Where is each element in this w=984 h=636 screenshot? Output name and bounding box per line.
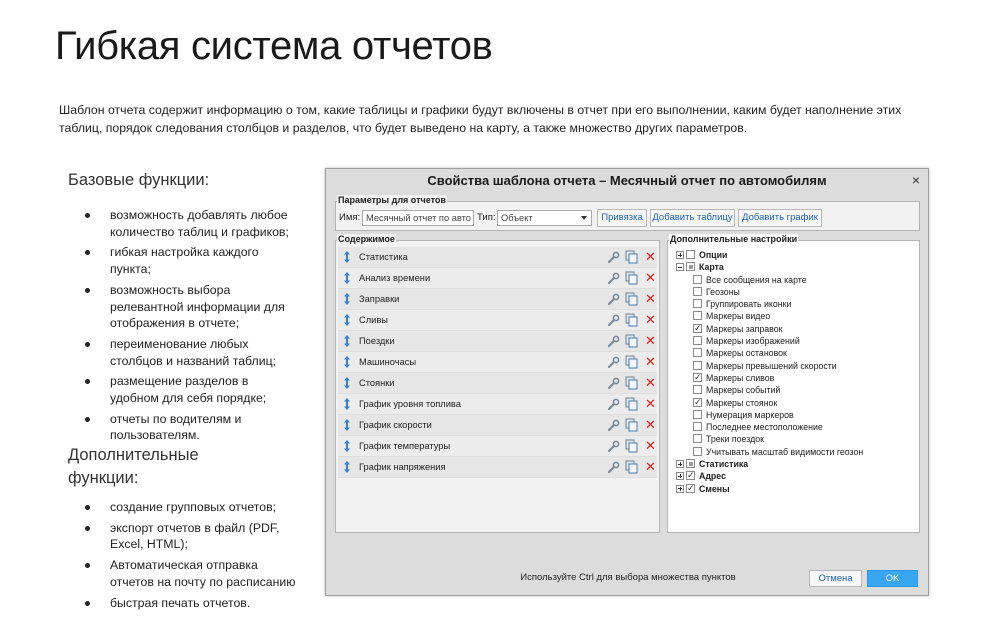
tree-node[interactable] [676, 446, 917, 458]
tree-node-label: Маркеры сливов [706, 372, 775, 383]
tree-node-label: Карта [699, 262, 724, 273]
content-row[interactable] [338, 373, 657, 394]
tree-checkbox[interactable] [693, 311, 702, 320]
tree-node-label: Маркеры видео [706, 311, 771, 322]
expand-icon[interactable] [676, 251, 684, 259]
cancel-button[interactable]: Отмена [809, 570, 862, 587]
content-group [335, 234, 660, 533]
drag-handle-icon[interactable] [342, 439, 352, 453]
hint-text: Используйте Ctrl для выбора множества пунктов [520, 572, 736, 583]
content-row-label: Машиночасы [359, 357, 417, 367]
add-chart-button[interactable]: Добавить график [738, 209, 822, 227]
content-row-label: Сливы [359, 315, 388, 325]
tree-node[interactable] [676, 470, 917, 482]
copy-icon[interactable] [625, 439, 638, 453]
type-label: Тип: [477, 212, 496, 223]
tree-checkbox[interactable] [693, 434, 702, 443]
copy-icon[interactable] [625, 460, 638, 474]
tree-node[interactable] [676, 249, 917, 261]
content-row[interactable] [338, 352, 657, 373]
tree-node[interactable] [676, 335, 917, 347]
wrench-icon[interactable] [607, 356, 620, 369]
basic-functions-list [84, 207, 299, 448]
delete-icon[interactable]: ✕ [645, 333, 656, 348]
drag-handle-icon[interactable] [342, 271, 352, 285]
content-row-label: Поездки [359, 336, 395, 346]
copy-icon[interactable] [625, 250, 638, 264]
tree-node-label: Последнее местоположение [706, 422, 823, 433]
wrench-icon[interactable] [607, 419, 620, 432]
content-row[interactable] [338, 436, 657, 457]
content-row-label: График скорости [359, 420, 432, 430]
list-item: размещение разделов в удобном для себя порядке; [84, 373, 299, 406]
delete-icon[interactable]: ✕ [645, 354, 656, 369]
tree-node-label: Маркеры заправок [706, 323, 783, 334]
content-row[interactable] [338, 310, 657, 331]
list-item: возможность добавлять любое количество таблиц и графиков; [84, 207, 299, 240]
delete-icon[interactable]: ✕ [645, 291, 656, 306]
extra-settings-tree [676, 249, 917, 495]
tree-node-label: Учитывать масштаб видимости геозон [706, 446, 864, 457]
tree-checkbox[interactable] [693, 287, 702, 296]
delete-icon[interactable]: ✕ [645, 375, 656, 390]
tree-node-label: Маркеры остановок [706, 348, 787, 359]
tree-checkbox[interactable] [693, 422, 702, 431]
params-group-label: Параметры для отчетов [338, 195, 446, 205]
basic-functions-title: Базовые функции: [68, 171, 210, 189]
name-input[interactable]: Месячный отчет по авто [362, 210, 474, 226]
list-item: создание групповых отчетов; [84, 499, 304, 516]
ok-button[interactable]: OK [867, 570, 918, 587]
content-row-label: Заправки [359, 294, 400, 304]
report-params-group [335, 195, 920, 231]
content-rows [338, 247, 657, 478]
page-title: Гибкая система отчетов [55, 24, 493, 68]
tree-checkbox[interactable] [686, 262, 695, 271]
content-row[interactable] [338, 331, 657, 352]
copy-icon[interactable] [625, 376, 638, 390]
intro-text: Шаблон отчета содержит информацию о том, какие таблицы и графики будут включены в отчет при его выполнении, каким будет наполнение этих таблиц, порядок следования столбцов и разделов, что будет выведено на карту, а также множество других параметров. [59, 103, 902, 135]
name-label: Имя: [339, 212, 361, 223]
expand-icon[interactable] [676, 460, 684, 468]
drag-handle-icon[interactable] [342, 460, 352, 474]
drag-handle-icon[interactable] [342, 376, 352, 390]
content-group-label: Содержимое [338, 234, 395, 244]
wrench-icon[interactable] [607, 440, 620, 453]
expand-icon[interactable] [676, 485, 684, 493]
tree-node-label: Геозоны [706, 286, 740, 297]
tree-node[interactable] [676, 286, 917, 298]
tree-node[interactable] [676, 421, 917, 433]
tree-checkbox[interactable] [693, 361, 702, 370]
tree-checkbox[interactable] [686, 459, 695, 468]
delete-icon[interactable]: ✕ [645, 312, 656, 327]
wrench-icon[interactable] [607, 293, 620, 306]
tree-node-label: Адрес [699, 471, 726, 482]
delete-icon[interactable]: ✕ [645, 438, 656, 453]
content-row[interactable] [338, 289, 657, 310]
report-template-dialog [325, 168, 929, 596]
tree-node[interactable] [676, 483, 917, 495]
list-item: экспорт отчетов в файл (PDF, Excel, HTML); [84, 520, 304, 553]
tree-node[interactable] [676, 458, 917, 470]
tree-checkbox[interactable] [693, 447, 702, 456]
type-select-value: Объект [501, 213, 533, 223]
dialog-title: Свойства шаблона отчета – Месячный отчет по автомобилям [427, 173, 827, 188]
delete-icon[interactable]: ✕ [645, 249, 656, 264]
drag-handle-icon[interactable] [342, 355, 352, 369]
tree-node-label: Опции [699, 250, 728, 260]
copy-icon[interactable] [625, 397, 638, 411]
tree-checkbox[interactable] [693, 410, 702, 419]
tree-node-label: Статистика [699, 459, 749, 470]
expand-icon[interactable] [676, 472, 684, 480]
wrench-icon[interactable] [607, 461, 620, 474]
bind-button[interactable]: Привязка [597, 209, 647, 227]
tree-checkbox[interactable] [693, 275, 702, 284]
content-row-label: График температуры [359, 441, 451, 451]
drag-handle-icon[interactable] [342, 334, 352, 348]
tree-checkbox[interactable] [693, 373, 702, 382]
content-row-label: Стоянки [359, 378, 395, 388]
tree-node-label: Маркеры изображений [706, 336, 800, 347]
content-row[interactable] [338, 415, 657, 436]
delete-icon[interactable]: ✕ [645, 396, 656, 411]
tree-node-label: Смены [699, 483, 730, 494]
copy-icon[interactable] [625, 355, 638, 369]
tree-node-label: Маркеры стоянок [706, 397, 778, 408]
wrench-icon[interactable] [607, 377, 620, 390]
content-row[interactable] [338, 247, 657, 268]
wrench-icon[interactable] [607, 398, 620, 411]
tree-node[interactable] [676, 310, 917, 322]
list-item: Автоматическая отправка отчетов на почту по расписанию [84, 557, 304, 590]
tree-node[interactable] [676, 261, 917, 273]
extra-settings-label: Дополнительные настройки [670, 234, 798, 244]
tree-node-label: Нумерация маркеров [706, 409, 794, 420]
content-row-label: График напряжения [359, 462, 446, 472]
add-table-button[interactable]: Добавить таблицу [650, 209, 735, 227]
copy-icon[interactable] [625, 418, 638, 432]
tree-node[interactable] [676, 274, 917, 286]
copy-icon[interactable] [625, 334, 638, 348]
content-row[interactable] [338, 268, 657, 289]
content-row[interactable] [338, 394, 657, 415]
drag-handle-icon[interactable] [342, 292, 352, 306]
list-item: быстрая печать отчетов. [84, 595, 304, 612]
list-item: отчеты по водителям и пользователям. [84, 411, 299, 444]
list-item: возможность выбора релевантной информации для отображения в отчете; [84, 282, 299, 332]
type-select[interactable] [497, 210, 592, 226]
copy-icon[interactable] [625, 271, 638, 285]
wrench-icon[interactable] [607, 251, 620, 264]
tree-node[interactable] [676, 298, 917, 310]
drag-handle-icon[interactable] [342, 313, 352, 327]
wrench-icon[interactable] [607, 314, 620, 327]
tree-node[interactable] [676, 384, 917, 396]
content-row-label: График уровня топлива [359, 399, 461, 409]
additional-functions-list [84, 499, 304, 615]
delete-icon[interactable]: ✕ [645, 417, 656, 432]
list-item: гибкая настройка каждого пункта; [84, 244, 299, 277]
tree-node[interactable] [676, 372, 917, 384]
content-row-label: Анализ времени [359, 273, 431, 283]
tree-node[interactable] [676, 433, 917, 445]
tree-checkbox[interactable] [693, 398, 702, 407]
close-icon[interactable]: × [911, 172, 920, 188]
collapse-icon[interactable] [676, 263, 684, 271]
tree-checkbox[interactable] [693, 385, 702, 394]
tree-node-label: Группировать иконки [706, 299, 792, 310]
wrench-icon[interactable] [607, 335, 620, 348]
chevron-down-icon [581, 216, 587, 220]
delete-icon[interactable]: ✕ [645, 270, 656, 285]
tree-node[interactable] [676, 323, 917, 335]
tree-node[interactable] [676, 347, 917, 359]
list-item: переименование любых столбцов и названий таблиц; [84, 336, 299, 369]
tree-checkbox[interactable] [693, 336, 702, 345]
extra-settings-group [667, 234, 920, 533]
content-row-label: Статистика [359, 252, 408, 262]
tree-checkbox[interactable] [686, 484, 695, 493]
tree-checkbox[interactable] [686, 250, 695, 259]
tree-node-label: Треки поездок [706, 434, 764, 445]
tree-checkbox[interactable] [693, 324, 702, 333]
tree-checkbox[interactable] [693, 299, 702, 308]
drag-handle-icon[interactable] [342, 397, 352, 411]
tree-node-label: Маркеры превышений скорости [706, 360, 837, 371]
tree-node[interactable] [676, 360, 917, 372]
tree-node-label: Маркеры событий [706, 385, 781, 396]
tree-node-label: Все сообщения на карте [706, 274, 807, 285]
tree-checkbox[interactable] [686, 471, 695, 480]
delete-icon[interactable]: ✕ [645, 459, 656, 474]
drag-handle-icon[interactable] [342, 418, 352, 432]
tree-node[interactable] [676, 397, 917, 409]
additional-functions-title: Дополнительные функции: [68, 446, 199, 487]
content-row[interactable] [338, 457, 657, 478]
tree-node[interactable] [676, 409, 917, 421]
wrench-icon[interactable] [607, 272, 620, 285]
tree-checkbox[interactable] [693, 348, 702, 357]
drag-handle-icon[interactable] [342, 250, 352, 264]
copy-icon[interactable] [625, 313, 638, 327]
copy-icon[interactable] [625, 292, 638, 306]
